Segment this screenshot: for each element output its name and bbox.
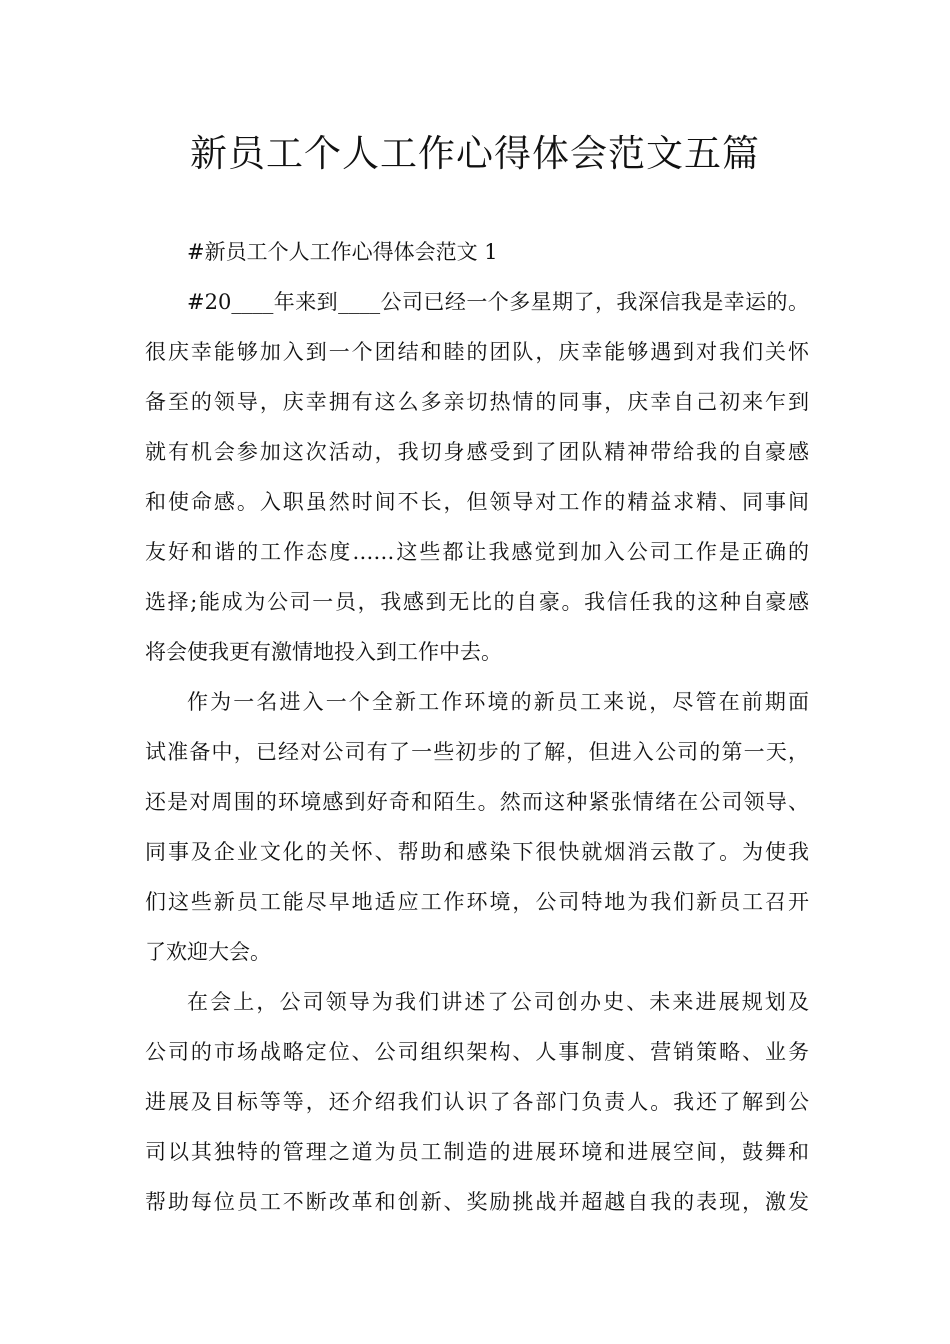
paragraph-line: 同事及企业文化的关怀、帮助和感染下很快就烟消云散了。为使我	[145, 840, 809, 864]
paragraph-line: 进展及目标等等，还介绍我们认识了各部门负责人。我还了解到公	[145, 1090, 809, 1114]
paragraph-line: 将会使我更有激情地投入到工作中去。	[145, 640, 502, 664]
paragraph-line: 公司的市场战略定位、公司组织架构、人事制度、营销策略、业务	[145, 1040, 809, 1064]
section-heading: #新员工个人工作心得体会范文 1	[187, 240, 498, 264]
paragraph-line: 选择;能成为公司一员，我感到无比的自豪。我信任我的这种自豪感	[145, 590, 809, 614]
paragraph-line: 备至的领导，庆幸拥有这么多亲切热情的同事，庆幸自己初来乍到	[145, 390, 809, 414]
paragraph-line: 们这些新员工能尽早地适应工作环境，公司特地为我们新员工召开	[145, 890, 809, 914]
paragraph-line: 试准备中，已经对公司有了一些初步的了解，但进入公司的第一天，	[145, 740, 809, 764]
paragraph-line: 作为一名进入一个全新工作环境的新员工来说，尽管在前期面	[187, 690, 809, 714]
paragraph-line: 很庆幸能够加入到一个团结和睦的团队，庆幸能够遇到对我们关怀	[145, 340, 809, 364]
paragraph-line: 在会上，公司领导为我们讲述了公司创办史、未来进展规划及	[187, 990, 809, 1014]
paragraph-line: 帮助每位员工不断改革和创新、奖励挑战并超越自我的表现，激发	[145, 1190, 809, 1214]
paragraph-line: 友好和谐的工作态度……这些都让我感觉到加入公司工作是正确的	[145, 540, 809, 564]
paragraph-line: 司以其独特的管理之道为员工制造的进展环境和进展空间，鼓舞和	[145, 1140, 809, 1164]
document-body	[145, 227, 809, 1227]
paragraph-line: 和使命感。入职虽然时间不长，但领导对工作的精益求精、同事间	[145, 490, 809, 514]
paragraph-line: #20____年来到____公司已经一个多星期了，我深信我是幸运的。	[187, 290, 809, 314]
paragraph-line: 了欢迎大会。	[145, 940, 271, 964]
document-title: 新员工个人工作心得体会范文五篇	[190, 132, 760, 175]
paragraph-line: 就有机会参加这次活动，我切身感受到了团队精神带给我的自豪感	[145, 440, 809, 464]
paragraph-line: 还是对周围的环境感到好奇和陌生。然而这种紧张情绪在公司领导、	[145, 790, 809, 814]
